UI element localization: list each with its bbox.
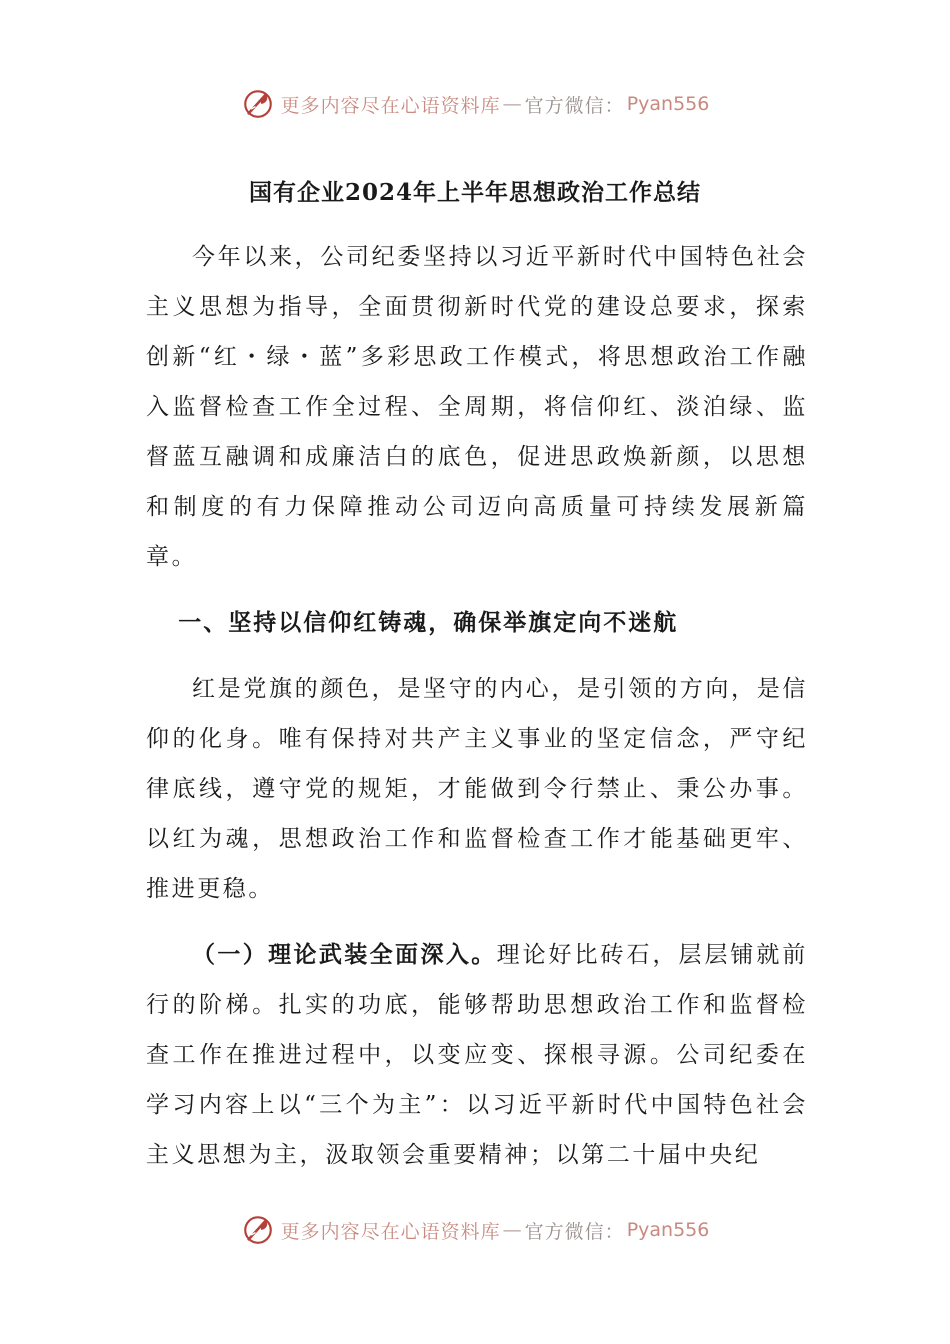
banner-separator: — — [502, 1219, 523, 1241]
intro-paragraph: 今年以来，公司纪委坚持以习近平新时代中国特色社会主义思想为指导，全面贯彻新时代党的建设总要求，探索创新“红・绿・蓝”多彩思政工作模式，将思想政治工作融入监督检查工作全过程、全周期，将信仰红、淡泊绿、监督蓝互融调和成廉洁白的底色，促进思政焕新颜，以思想和制度的有力保障推动公司迈向高质量可持续发展新篇章。 — [146, 244, 808, 570]
document-body — [146, 232, 808, 1180]
section-1-paragraph: 红是党旗的颜色，是坚守的内心，是引领的方向，是信仰的化身。唯有保持对共产主义事业的坚定信念，严守纪律底线，遵守党的规矩，才能做到令行禁止、秉公办事。以红为魂，思想政治工作和监督检查工作才能基础更牢、推进更稳。 — [146, 676, 808, 902]
banner-separator: — — [502, 93, 523, 115]
banner-wechat-label: 官方微信： — [524, 94, 625, 117]
footer-watermark-banner — [0, 1208, 950, 1252]
quill-logo-icon — [241, 87, 275, 121]
subsection-1-lead: （一）理论武装全面深入。 — [192, 941, 497, 968]
header-watermark-banner — [0, 82, 950, 126]
quill-logo-icon — [241, 1213, 275, 1247]
banner-wechat-label: 官方微信： — [524, 1220, 625, 1243]
banner-wechat-id: Pyan556 — [626, 1219, 710, 1241]
subsection-1-paragraph — [146, 930, 808, 1180]
section-1-heading: 一、坚持以信仰红铸魂，确保举旗定向不迷航 — [178, 609, 679, 636]
subsection-1-text: 理论好比砖石，层层铺就前行的阶梯。扎实的功底，能够帮助思想政治工作和监督检查工作在推进过程中，以变应变、探根寻源。公司纪委在学习内容上以“三个为主”：以习近平新时代中国特色社会主义思想为主，汲取领会重要精神；以第二十届中央纪 — [146, 942, 809, 1168]
banner-main-text: 更多内容尽在心语资料库 — [280, 1220, 501, 1243]
document-title: 国有企业2024年上半年思想政治工作总结 — [248, 179, 701, 206]
banner-main-text: 更多内容尽在心语资料库 — [280, 94, 501, 117]
banner-wechat-id: Pyan556 — [626, 93, 710, 115]
